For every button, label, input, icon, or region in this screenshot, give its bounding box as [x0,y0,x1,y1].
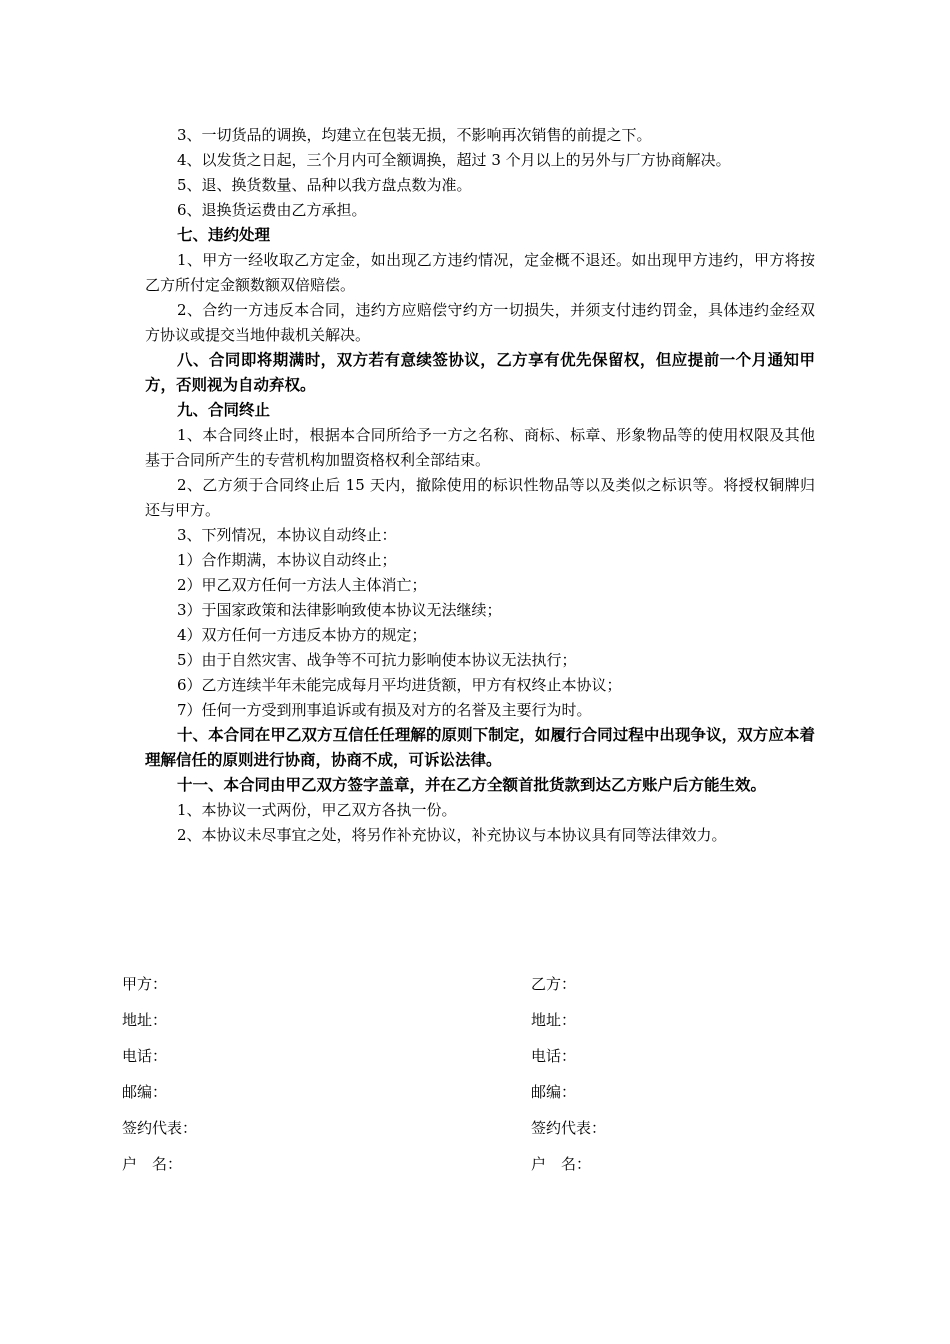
signature-row [122,1078,822,1114]
list-item: 1）合作期满，本协议自动终止； [177,551,397,569]
paragraph: 4、以发货之日起，三个月内可全额调换，超过 3 个月以上的另外与厂方协商解决。 [177,151,731,169]
section-heading-renewal: 八、合同即将期满时，双方若有意续签协议，乙方享有优先保留权，但应提前一个月通知甲方，否则视为自动弃权。 [145,351,815,394]
party-a-representative-label: 签约代表： [122,1119,198,1137]
paragraph: 1、甲方一经收取乙方定金，如出现乙方违约情况，定金概不退还。如出现甲方违约，甲方将按乙方所付定金额数额双倍赔偿。 [145,251,815,294]
section-heading-termination: 九、合同终止 [177,401,271,419]
signature-row [122,1150,822,1186]
party-a-label: 甲方： [122,975,168,993]
list-item: 2）甲乙双方任何一方法人主体消亡； [177,576,427,594]
paragraph: 2、合约一方违反本合同，违约方应赔偿守约方一切损失，并须支付违约罚金，具体违约金经双方协议或提交当地仲裁机关解决。 [145,301,815,344]
party-b-postcode-label: 邮编： [531,1083,577,1101]
party-b-phone-label: 电话： [531,1047,577,1065]
signature-row [122,970,822,1006]
party-a-postcode-label: 邮编： [122,1083,168,1101]
section-heading-breach: 七、违约处理 [177,226,271,244]
signature-row [122,1114,822,1150]
list-item: 3）于国家政策和法律影响致使本协议无法继续； [177,601,502,619]
paragraph: 1、本合同终止时，根据本合同所给予一方之名称、商标、标章、形象物品等的使用权限及其他基于合同所产生的专营机构加盟资格权利全部结束。 [145,426,815,469]
paragraph: 3、一切货品的调换，均建立在包装无损，不影响再次销售的前提之下。 [177,126,652,144]
paragraph: 6、退换货运费由乙方承担。 [177,201,367,219]
party-b-label: 乙方： [531,975,577,993]
paragraph: 2、乙方须于合同终止后 15 天内，撤除使用的标识性物品等以及类似之标识等。将授权铜牌归还与甲方。 [145,476,815,519]
party-a-address-label: 地址： [122,1011,168,1029]
list-item: 5）由于自然灾害、战争等不可抗力影响使本协议无法执行； [177,651,577,669]
section-heading-dispute: 十、本合同在甲乙双方互信任任理解的原则下制定，如履行合同过程中出现争议，双方应本着理解信任的原则进行协商，协商不成，可诉讼法律。 [145,726,815,769]
list-item: 7）任何一方受到刑事追诉或有损及对方的名誉及主要行为时。 [177,701,592,719]
signature-row [122,1042,822,1078]
section-heading-effect: 十一、本合同由甲乙双方签字盖章，并在乙方全额首批货款到达乙方账户后方能生效。 [177,776,767,794]
list-item: 6）乙方连续半年未能完成每月平均进货额，甲方有权终止本协议； [177,676,622,694]
party-b-address-label: 地址： [531,1011,577,1029]
paragraph: 1、本协议一式两份，甲乙双方各执一份。 [177,801,457,819]
party-a-phone-label: 电话： [122,1047,168,1065]
paragraph: 5、退、换货数量、品种以我方盘点数为准。 [177,176,472,194]
signature-row [122,1006,822,1042]
paragraph: 2、本协议未尽事宜之处，将另作补充协议，补充协议与本协议具有同等法律效力。 [177,826,727,844]
party-b-representative-label: 签约代表： [531,1119,607,1137]
signature-block [122,970,822,1186]
party-b-account-name-label: 户 名： [531,1155,592,1173]
contract-body [145,123,815,848]
party-a-account-name-label: 户 名： [122,1155,183,1173]
list-item: 4）双方任何一方违反本协方的规定； [177,626,427,644]
paragraph: 3、下列情况，本协议自动终止： [177,526,397,544]
